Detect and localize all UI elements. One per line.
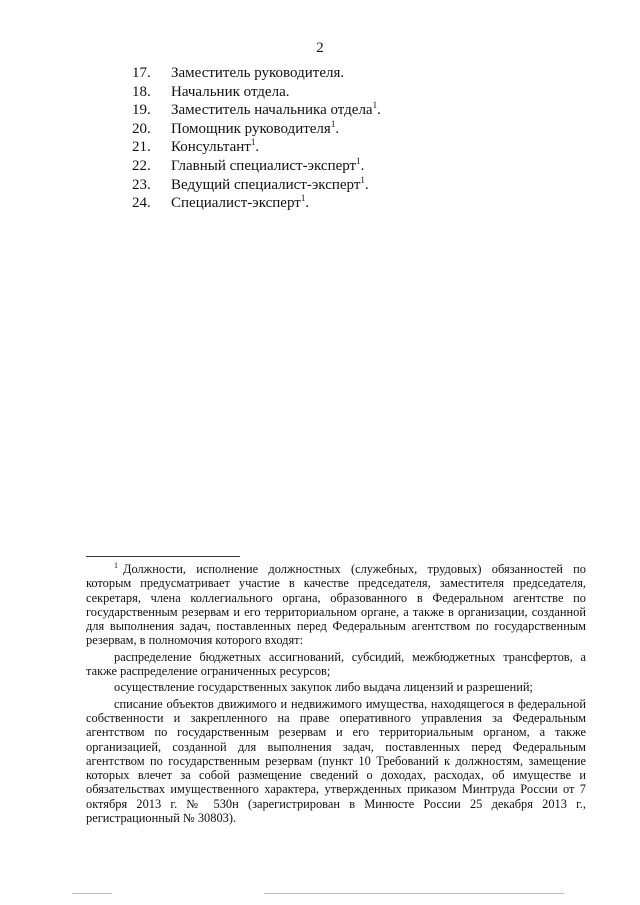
footnote-paragraph: распределение бюджетных ассигнований, субсидий, межбюджетных трансфертов, а также распределение ограниченных ресурсов; [86,649,586,679]
item-text-end: . [377,102,381,119]
item-text-wrapper [171,176,369,195]
item-number: 18. [132,83,151,100]
list-item [0,157,640,176]
item-number: 21. [132,139,151,156]
item-number: 20. [132,120,151,137]
list-item [0,64,640,83]
item-text-end: . [360,157,365,174]
item-text-wrapper [171,64,344,83]
item-text: Главный специалист-эксперт [171,157,357,174]
page-number: 2 [316,40,324,56]
item-text: Начальник отдела. [171,83,290,100]
list-item [0,101,640,120]
footnote-reference: 1 [356,155,361,166]
item-text: Заместитель руководителя. [171,65,345,81]
scan-artifact-line [264,893,564,894]
item-text-end: . [364,176,369,193]
item-text-end: . [255,139,260,156]
item-number: 19. [132,102,151,119]
item-number: 24. [132,195,151,212]
item-text-wrapper [171,120,339,139]
item-text-wrapper [171,83,289,102]
item-text: Специалист-эксперт [171,195,301,212]
item-number: 17. [132,65,151,81]
footnote-paragraph [86,562,586,648]
item-text: Ведущий специалист-эксперт [171,176,361,193]
list-item [0,194,640,213]
footnote-reference: 1 [372,100,378,111]
footnote-reference: 1 [330,118,336,129]
footnote-paragraph: списание объектов движимого и недвижимого имущества, находящегося в федеральной собственности и закрепленного на праве оперативного управления за Федеральным агентством по государственным резервам и его территориальным органом, а также организацией, созданной для выполнения задач, поставленных перед Федеральным агентством по государственным резервам (пункт 10 Требований к должностям, замещение которых влечет за собой размещение сведений о доходах, расходах, об имуществе и обязательствах имущественного характера, утвержденных приказом Минтруда России от 7 октября 2013 г. № 530н (зарегистрирован в Минюсте России 25 декабря 2013 г., регистрационный № 30803). [86,696,586,826]
scan-artifact-line [72,893,112,894]
item-text-wrapper [171,101,381,120]
footnote-marker: 1 [114,560,118,570]
footnote-reference: 1 [360,174,365,185]
item-text: Консультант [171,139,251,156]
item-text-end: . [305,195,310,212]
list-item [0,120,640,139]
position-list [0,64,640,213]
footnote-reference: 1 [250,137,256,148]
item-text: Помощник руководителя [171,120,331,137]
item-text-wrapper [171,194,309,213]
item-text: Заместитель начальника отдела [171,102,373,119]
list-item [0,83,640,102]
footnote-divider [86,556,240,557]
item-number: 22. [132,157,151,174]
list-item [0,138,640,157]
footnote-reference: 1 [300,193,306,204]
item-number: 23. [132,176,151,193]
list-item [0,176,640,195]
footnote-block [86,562,586,827]
footnote-paragraph: осуществление государственных закупок либо выдача лицензий и разрешений; [114,680,533,695]
footnote-text: Должности, исполнение должностных (служебных, трудовых) обязанностей по которым предусматривает участие в качестве председателя, заместителя председателя, секретаря, члена коллегиального органа, образованного в Федеральном агентстве по государственным резервам и его территориальном органе, а также в организации, созданной для выполнения задач, поставленных перед Федеральным агентством по государственным резервам, в полномочия которого входят: [86,562,586,648]
item-text-end: . [335,120,340,137]
item-text-wrapper [171,138,259,157]
item-text-wrapper [171,157,364,176]
